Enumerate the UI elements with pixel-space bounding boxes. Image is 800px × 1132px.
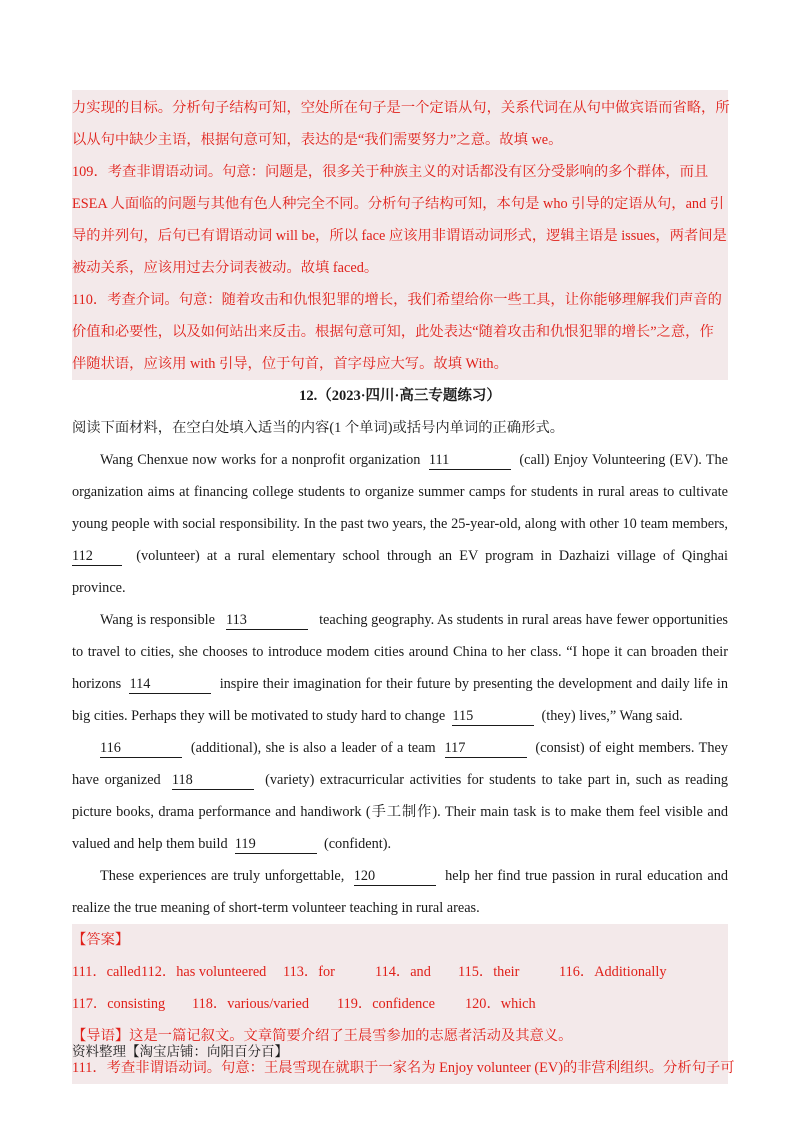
explanation-line: 以从句中缺少主语，根据句意可知，表达的是“我们需要努力”之意。故填 we。 [72,132,563,148]
question-heading: 12.（2023·四川·高三专题练习） [299,388,501,404]
passage-paragraph-4 [72,860,728,924]
guide-text: 【导语】这是一篇记叙文。文章简要介绍了王晨雪参加的志愿者活动及其意义。 [72,1028,573,1044]
blank-116: 116 [100,739,182,758]
passage-text: (volunteer) at a rural elementary school through an EV program in Dazhaizi village of Qinghai province. [72,548,728,596]
answer-item: 119．confidence [337,996,435,1012]
explanation-line: 价值和必要性，以及如何站出来反击。根据句意可知，此处表达“随着攻击和仇恨犯罪的增长”之意，作 [72,324,714,340]
answer-item: 114．and [375,964,431,980]
blank-115: 115 [452,707,534,726]
answer-item: 117．consisting [72,996,166,1012]
previous-explanation-block [72,90,728,380]
passage-text: (they) lives,” Wang said. [541,708,683,724]
explanation-line: 109．考查非谓语动词。句意：问题是，很多关于种族主义的对话都没有区分受影响的多个群体，而且 [72,164,709,180]
answer-row-1 [72,956,728,988]
answer-item: 120．which [465,996,536,1012]
passage-text: (confident). [323,836,392,852]
blank-119: 119 [235,835,317,854]
answer-explanation-line: 111．考查非谓语动词。句意：王晨雪现在就职于一家名为 Enjoy volunteer (EV)的非营利组织。分析句子可 [72,1060,735,1076]
blank-118: 118 [172,771,254,790]
passage-text: Wang is responsible [100,612,215,628]
passage-text: (variety) extracurricular activities for students to take part in, such as reading picture books, drama performance and handiwork (手工制作). Their main task is to make them feel visible and valued and help them build [72,772,729,852]
passage-text: These experiences are truly unforgettable, [100,868,345,884]
blank-112: 112 [72,547,122,566]
passage-text: (consist) of eight members. They have organized [72,740,728,788]
page-footer: 资料整理【淘宝店铺：向阳百分百】 [72,1044,288,1059]
explanation-line: 伴随状语，应该用 with 引导，位于句首，首字母应大写。故填 With。 [72,356,508,372]
document-page [72,90,735,1084]
answer-item: 118．various/varied [192,996,309,1012]
passage-text: Wang Chenxue now works for a nonprofit organization [100,452,421,468]
passage-paragraph-2 [72,604,728,732]
explanation-line: ESEA 人面临的问题与其他有色人种完全不同。分析句子结构可知，本句是 who 引导的定语从句，and 引 [72,196,725,212]
answer-item: 115．their [458,964,520,980]
passage-text: (additional), she is also a leader of a team [190,740,436,756]
answer-item: 112．has volunteered [141,964,267,980]
answer-item: 111．called [72,964,141,980]
blank-113: 113 [226,611,308,630]
explanation-line: 被动关系，应该用过去分词表被动。故填 faced。 [72,260,379,276]
blank-114: 114 [129,675,211,694]
explanation-line: 导的并列句，后句已有谓语动词 will be，所以 face 应该用非谓语动词形式，逻辑主语是 issues，两者间是 [72,228,727,244]
explanation-line: 力实现的目标。分析句子结构可知，空处所在句子是一个定语从句，关系代词在从句中做宾语而省略，所 [72,100,730,116]
answer-tag: 【答案】 [72,932,130,948]
passage-paragraph-1 [72,444,728,604]
blank-117: 117 [445,739,527,758]
passage-text: (call) Enjoy Volunteering (EV). The organization aims at financing college students to organize summer camps for students in rural areas to cultivate young people with social responsibility. In the past two years, the 25-year-old, along with other 10 team members, [72,452,729,532]
passage-text: inspire their imagination for their future by presenting the development and daily life in big cities. Perhaps they will be motivated to study hard to change [72,676,728,724]
answer-item: 113．for [283,964,335,980]
passage-paragraph-3 [72,732,728,860]
answer-row-2 [72,988,728,1020]
passage-text: teaching geography. As students in rural areas have fewer opportunities to travel to cities, she chooses to introduce modem cities around China to her class. “I hope it can broaden their horizons [72,612,728,692]
answer-item: 116．Additionally [559,964,667,980]
blank-120: 120 [354,867,436,886]
blank-111: 111 [429,451,511,470]
passage-text: help her find true passion in rural education and realize the true meaning of short-term volunteer teaching in rural areas. [72,868,728,916]
question-instruction: 阅读下面材料，在空白处填入适当的内容(1 个单词)或括号内单词的正确形式。 [72,420,565,436]
answer-block [72,924,735,1084]
explanation-line: 110．考查介词。句意：随着攻击和仇恨犯罪的增长，我们希望给你一些工具，让你能够理解我们声音的 [72,292,722,308]
